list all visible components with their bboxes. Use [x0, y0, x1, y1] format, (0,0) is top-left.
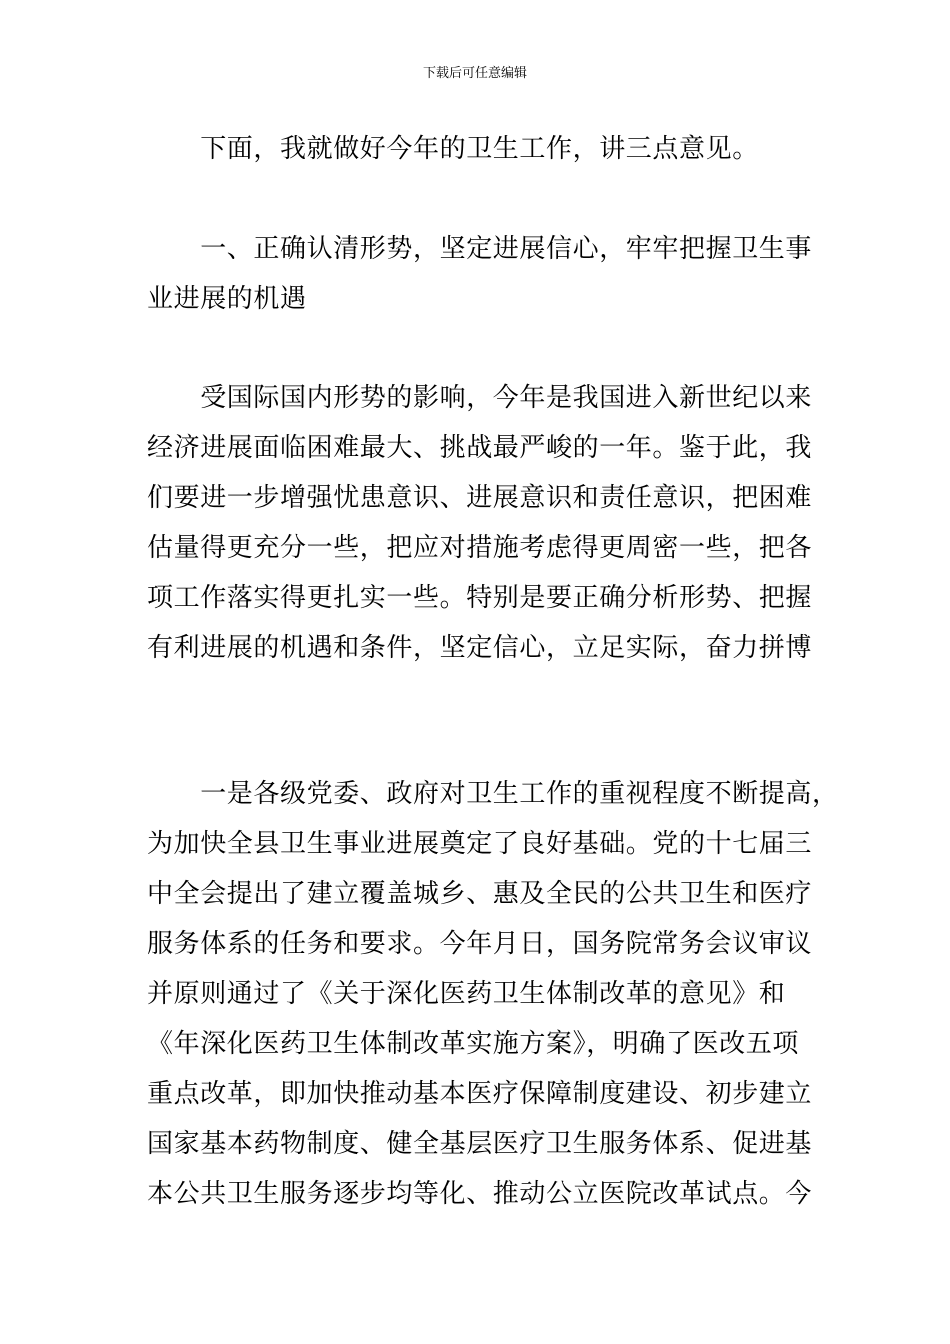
text-line: 一是各级党委、政府对卫生工作的重视程度不断提高， — [147, 779, 839, 809]
text-line: 经济进展面临困难最大、挑战最严峻的一年。鉴于此，我 — [147, 433, 813, 463]
text-line: 业进展的机遇 — [147, 284, 307, 314]
text-line: 国家基本药物制度、健全基层医疗卫生服务体系、促进基 — [147, 1129, 813, 1159]
text-line: 们要进一步增强忧患意识、进展意识和责任意识，把困难 — [147, 483, 813, 513]
text-line: 估量得更充分一些，把应对措施考虑得更周密一些，把各 — [147, 533, 813, 563]
text-line: 服务体系的任务和要求。今年月日，国务院常务会议审议 — [147, 929, 813, 959]
text-line: 有利进展的机遇和条件，坚定信心，立足实际，奋力拼博 — [147, 633, 813, 663]
text-line: 下面，我就做好今年的卫生工作，讲三点意见。 — [147, 134, 759, 164]
text-line: 中全会提出了建立覆盖城乡、惠及全民的公共卫生和医疗 — [147, 879, 813, 909]
text-line: 并原则通过了《关于深化医药卫生体制改革的意见》和 — [147, 979, 786, 1009]
text-line: 重点改革，即加快推动基本医疗保障制度建设、初步建立 — [147, 1079, 813, 1109]
page-header-note: 下载后可任意编辑 — [422, 66, 527, 81]
text-line: 受国际国内形势的影响，今年是我国进入新世纪以来 — [147, 383, 813, 413]
text-line: 本公共卫生服务逐步均等化、推动公立医院改革试点。今 — [147, 1179, 813, 1209]
text-line: 《年深化医药卫生体制改革实施方案》，明确了医改五项 — [147, 1029, 800, 1059]
text-line: 一、正确认清形势，坚定进展信心，牢牢把握卫生事 — [147, 234, 813, 264]
text-line: 项工作落实得更扎实一些。特别是要正确分析形势、把握 — [147, 583, 813, 613]
text-line: 为加快全县卫生事业进展奠定了良好基础。党的十七届三 — [147, 829, 813, 859]
